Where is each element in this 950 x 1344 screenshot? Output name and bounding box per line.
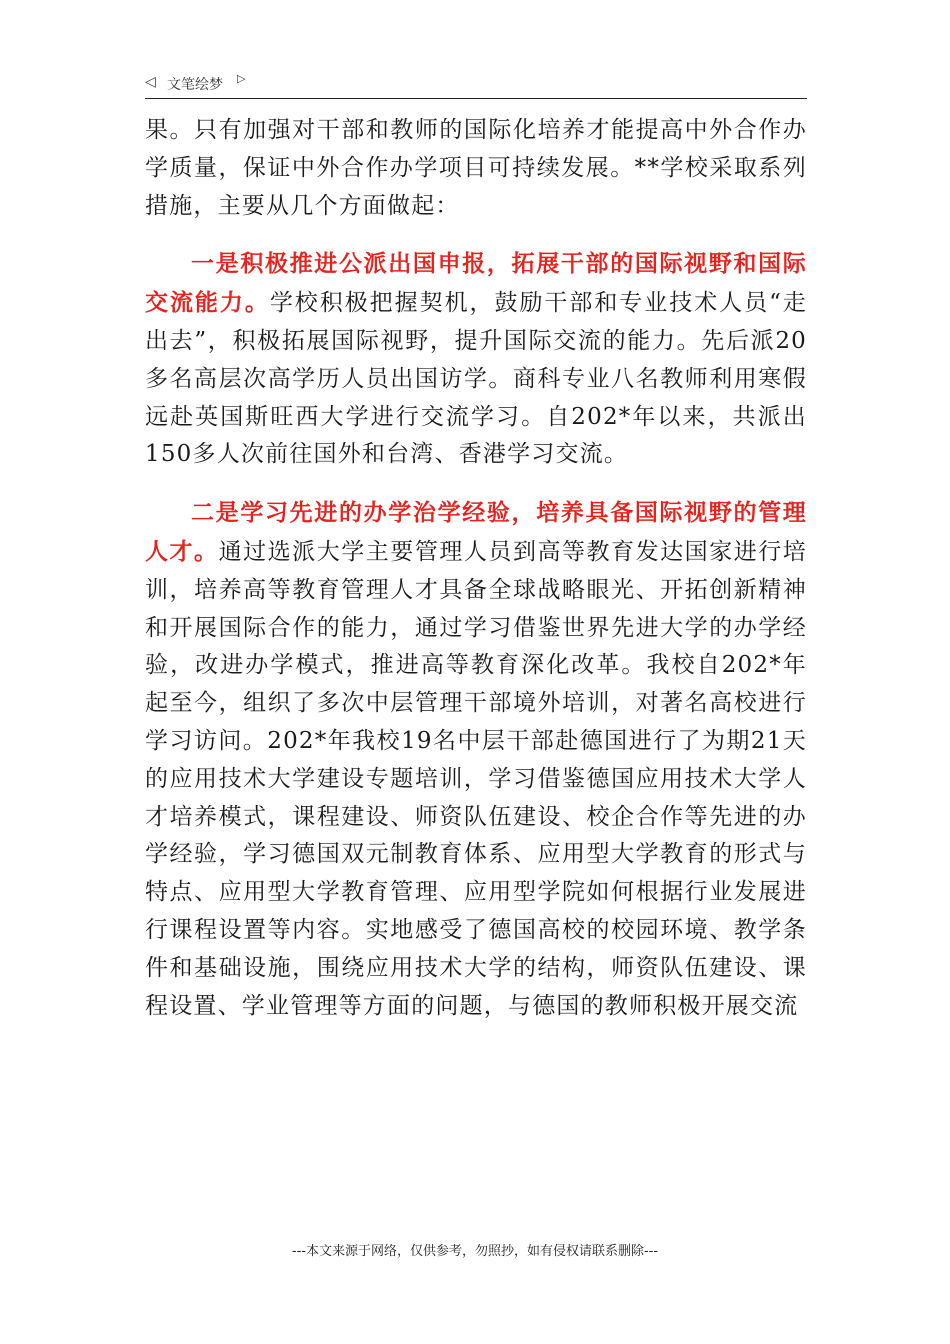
paragraph-text: 学校积极把握契机，鼓励干部和专业技术人员“走出去”，积极拓展国际视野，提升国际交流的能力。先后派20多名高层次高学历人员出国访学。商科专业八名教师利用寒假远赴英国斯旺西大学进行交流学习。自202*年以来，共派出150多人次前往国外和台湾、香港学习交流。	[145, 290, 808, 468]
paragraph-intro	[145, 112, 807, 225]
paragraph-text: 果。只有加强对干部和教师的国际化培养才能提高中外合作办学质量，保证中外合作办学项目可持续发展。**学校采取系列措施，主要从几个方面做起：	[145, 117, 807, 219]
paragraph-highlight: 一是积极推进公派出国申报，拓展干部的国际视野和国际交流能力。	[145, 250, 807, 317]
paragraph-highlight: 二是学习先进的办学治学经验，培养具备国际视野的管理人才。	[145, 499, 807, 565]
page-header	[145, 70, 807, 99]
document-body	[145, 112, 807, 1025]
footer-disclaimer: ---本文来源于网络，仅供参考，勿照抄，如有侵权请联系删除---	[291, 1244, 659, 1259]
header-brand: 文笔绘梦	[167, 77, 223, 93]
triangle-right-icon: ▷	[237, 72, 246, 85]
paragraph-point-1	[145, 245, 807, 474]
paragraph-point-2	[145, 494, 807, 1025]
triangle-left-icon: ◁	[145, 74, 156, 90]
paragraph-text: 通过选派大学主要管理人员到高等教育发达国家进行培训，培养高等教育管理人才具备全球战略眼光、开拓创新精神和开展国际合作的能力，通过学习借鉴世界先进大学的办学经验，改进办学模式，推进高等教育深化改革。我校自202*年起至今，组织了多次中层管理干部境外培训，对著名高校进行学习访问。202*年我校19名中层干部赴德国进行了为期21天的应用技术大学建设专题培训，学习借鉴德国应用技术大学人才培养模式，课程建设、师资队伍建设、校企合作等先进的办学经验，学习德国双元制教育体系、应用型大学教育的形式与特点、应用型大学教育管理、应用型学院如何根据行业发展进行课程设置等内容。实地感受了德国高校的校园环境、教学条件和基础设施，围绕应用技术大学的结构，师资队伍建设、课程设置、学业管理等方面的问题，与德国的教师积极开展交流	[145, 538, 807, 1019]
